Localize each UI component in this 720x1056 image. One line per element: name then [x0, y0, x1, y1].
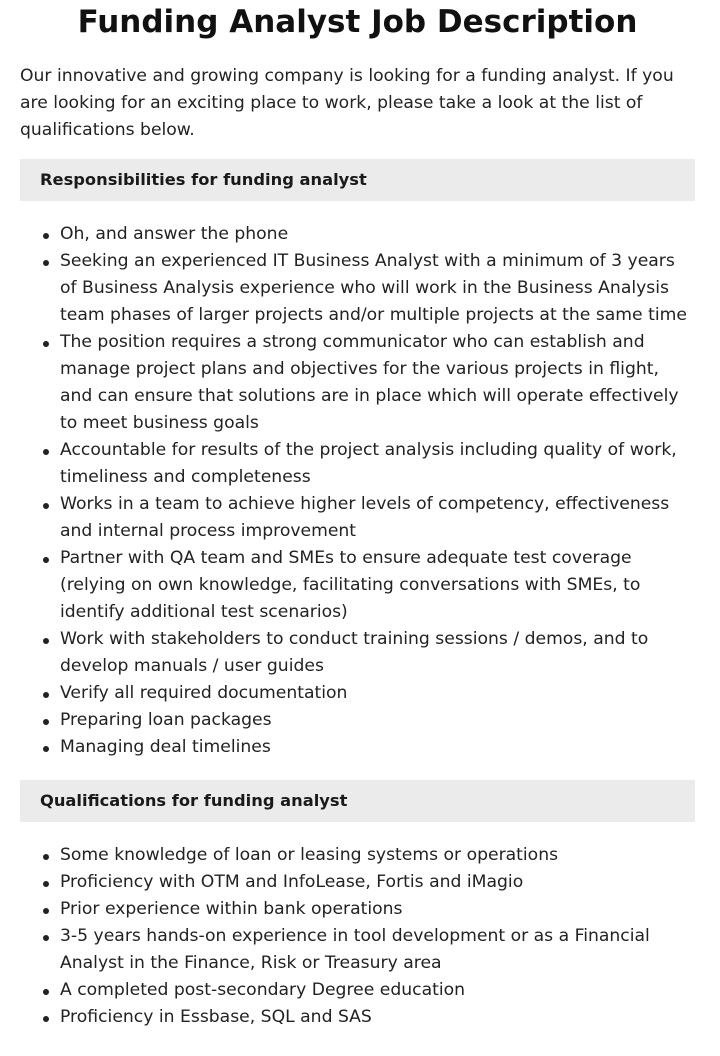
list-item: Works in a team to achieve higher levels of competency, effectiveness and internal process improvement [60, 491, 695, 545]
intro-paragraph: Our innovative and growing company is looking for a funding analyst. If you are looking for an exciting place to work, please take a look at the list of qualifications below. [20, 66, 674, 140]
list-item: Partner with QA team and SMEs to ensure adequate test coverage (relying on own knowledge, facilitating conversations with SMEs, to identify additional test scenarios) [60, 545, 695, 626]
list-item: 3-5 years hands-on experience in tool development or as a Financial Analyst in the Finance, Risk or Treasury area [60, 923, 695, 977]
list-item: Some knowledge of loan or leasing systems or operations [60, 842, 695, 869]
responsibilities-heading: Responsibilities for funding analyst [20, 159, 695, 201]
page-title: Funding Analyst Job Description [77, 4, 638, 40]
list-item: Seeking an experienced IT Business Analyst with a minimum of 3 years of Business Analysis experience who will work in the Business Analysis team phases of larger projects and/or multiple projects at the same time [60, 248, 695, 329]
list-item: A completed post-secondary Degree education [60, 977, 695, 1004]
list-item: Work with stakeholders to conduct training sessions / demos, and to develop manuals / user guides [60, 626, 695, 680]
qualifications-list [20, 842, 695, 1031]
list-item: Preparing loan packages [60, 707, 695, 734]
list-item: The position requires a strong communicator who can establish and manage project plans and objectives for the various projects in flight, and can ensure that solutions are in place which will operate effectively to meet business goals [60, 329, 695, 437]
qualifications-heading: Qualifications for funding analyst [20, 780, 695, 822]
list-item: Accountable for results of the project analysis including quality of work, timeliness and completeness [60, 437, 695, 491]
list-item: Proficiency with OTM and InfoLease, Fortis and iMagio [60, 869, 695, 896]
list-item: Managing deal timelines [60, 734, 695, 761]
list-item: Proficiency in Essbase, SQL and SAS [60, 1004, 695, 1031]
list-item: Prior experience within bank operations [60, 896, 695, 923]
list-item: Oh, and answer the phone [60, 221, 695, 248]
list-item: Verify all required documentation [60, 680, 695, 707]
responsibilities-list [20, 221, 695, 761]
